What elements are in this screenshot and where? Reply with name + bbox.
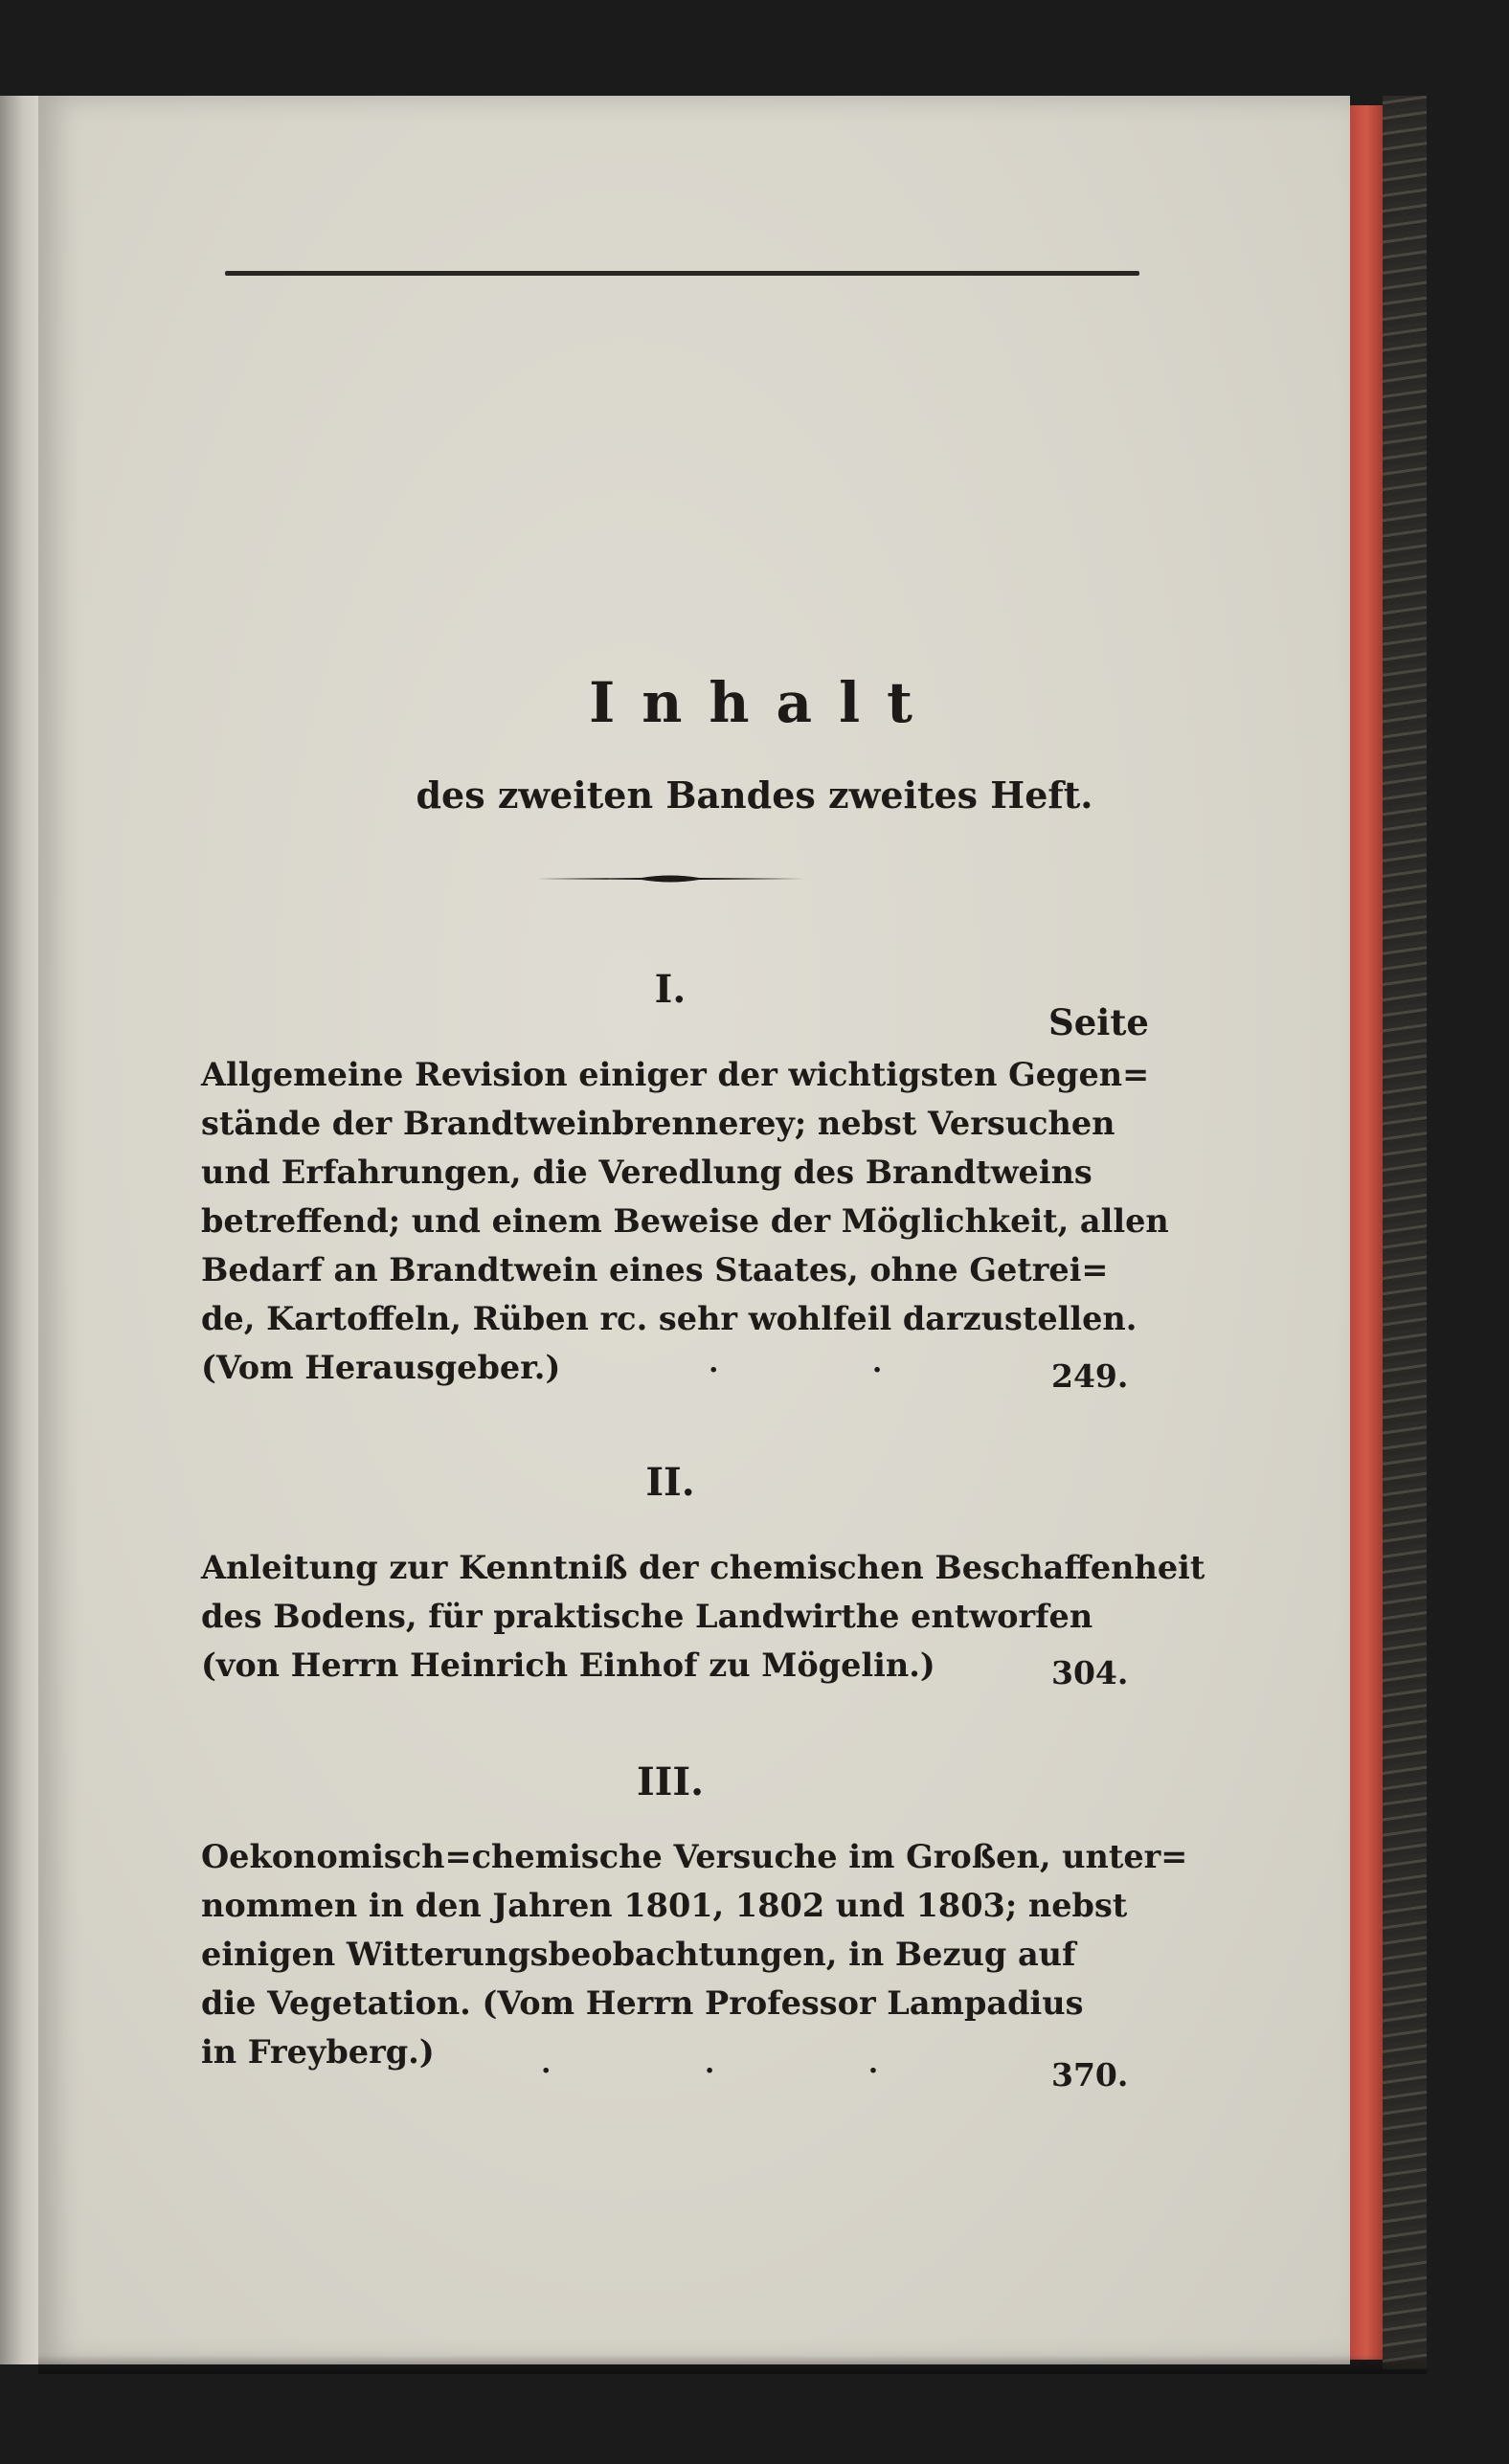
entry-1-line: Allgemeine Revision einiger der wichtigsten Gegen= — [201, 1056, 1150, 1093]
entry-2-line: (von Herrn Heinrich Einhof zu Mögelin.) — [201, 1646, 935, 1684]
book-cover — [1383, 96, 1427, 2369]
entry-2-line: des Bodens, für praktische Landwirthe entworfen — [201, 1598, 1093, 1635]
entry-1-line: de, Kartoffeln, Rüben rc. sehr wohlfeil darzustellen. — [201, 1300, 1137, 1337]
entry-3-line: die Vegetation. (Vom Herrn Professor Lampadius — [201, 1984, 1084, 2022]
entry-2-page-number: 304. — [1051, 1654, 1129, 1691]
entry-2-numeral: II. — [645, 1460, 695, 1505]
entry-1-line: und Erfahrungen, die Veredlung des Brandtweins — [201, 1154, 1092, 1191]
entry-1-numeral: I. — [654, 967, 687, 1012]
entry-1-line: betreffend; und einem Beweise der Möglichkeit, allen — [201, 1202, 1169, 1240]
entry-3-line: einigen Witterungsbeobachtungen, in Bezug auf — [201, 1936, 1076, 1973]
ornament-rule — [536, 869, 804, 888]
page-column-label: Seite — [1048, 1001, 1149, 1043]
top-rule — [225, 271, 1139, 276]
entry-1-line: Bedarf an Brandtwein eines Staates, ohne Getrei= — [201, 1251, 1109, 1288]
page-shadow — [38, 2355, 1427, 2374]
red-page-edges — [1350, 105, 1383, 2360]
facing-page-edge — [0, 96, 38, 2364]
entry-1-line: (Vom Herausgeber.) — [201, 1349, 561, 1386]
entry-1-leaders: . . — [709, 1346, 883, 1379]
entry-3-line: nommen in den Jahren 1801, 1802 und 1803; nebst — [201, 1887, 1128, 1924]
entry-3-leaders: . . . — [541, 2047, 879, 2080]
page-title: Inhalt — [589, 670, 939, 735]
page-subtitle: des zweiten Bandes zweites Heft. — [416, 773, 1093, 817]
entry-3-page-number: 370. — [1051, 2056, 1129, 2094]
entry-1-line: stände der Brandtweinbrennerey; nebst Versuchen — [201, 1105, 1115, 1142]
entry-3-numeral: III. — [636, 1759, 705, 1804]
entry-1-page-number: 249. — [1051, 1357, 1129, 1395]
entry-3-line: Oekonomisch=chemische Versuche im Großen, unter= — [201, 1838, 1188, 1875]
entry-3-line: in Freyberg.) — [201, 2033, 435, 2071]
entry-2-line: Anleitung zur Kenntniß der chemischen Beschaffenheit — [201, 1549, 1205, 1586]
